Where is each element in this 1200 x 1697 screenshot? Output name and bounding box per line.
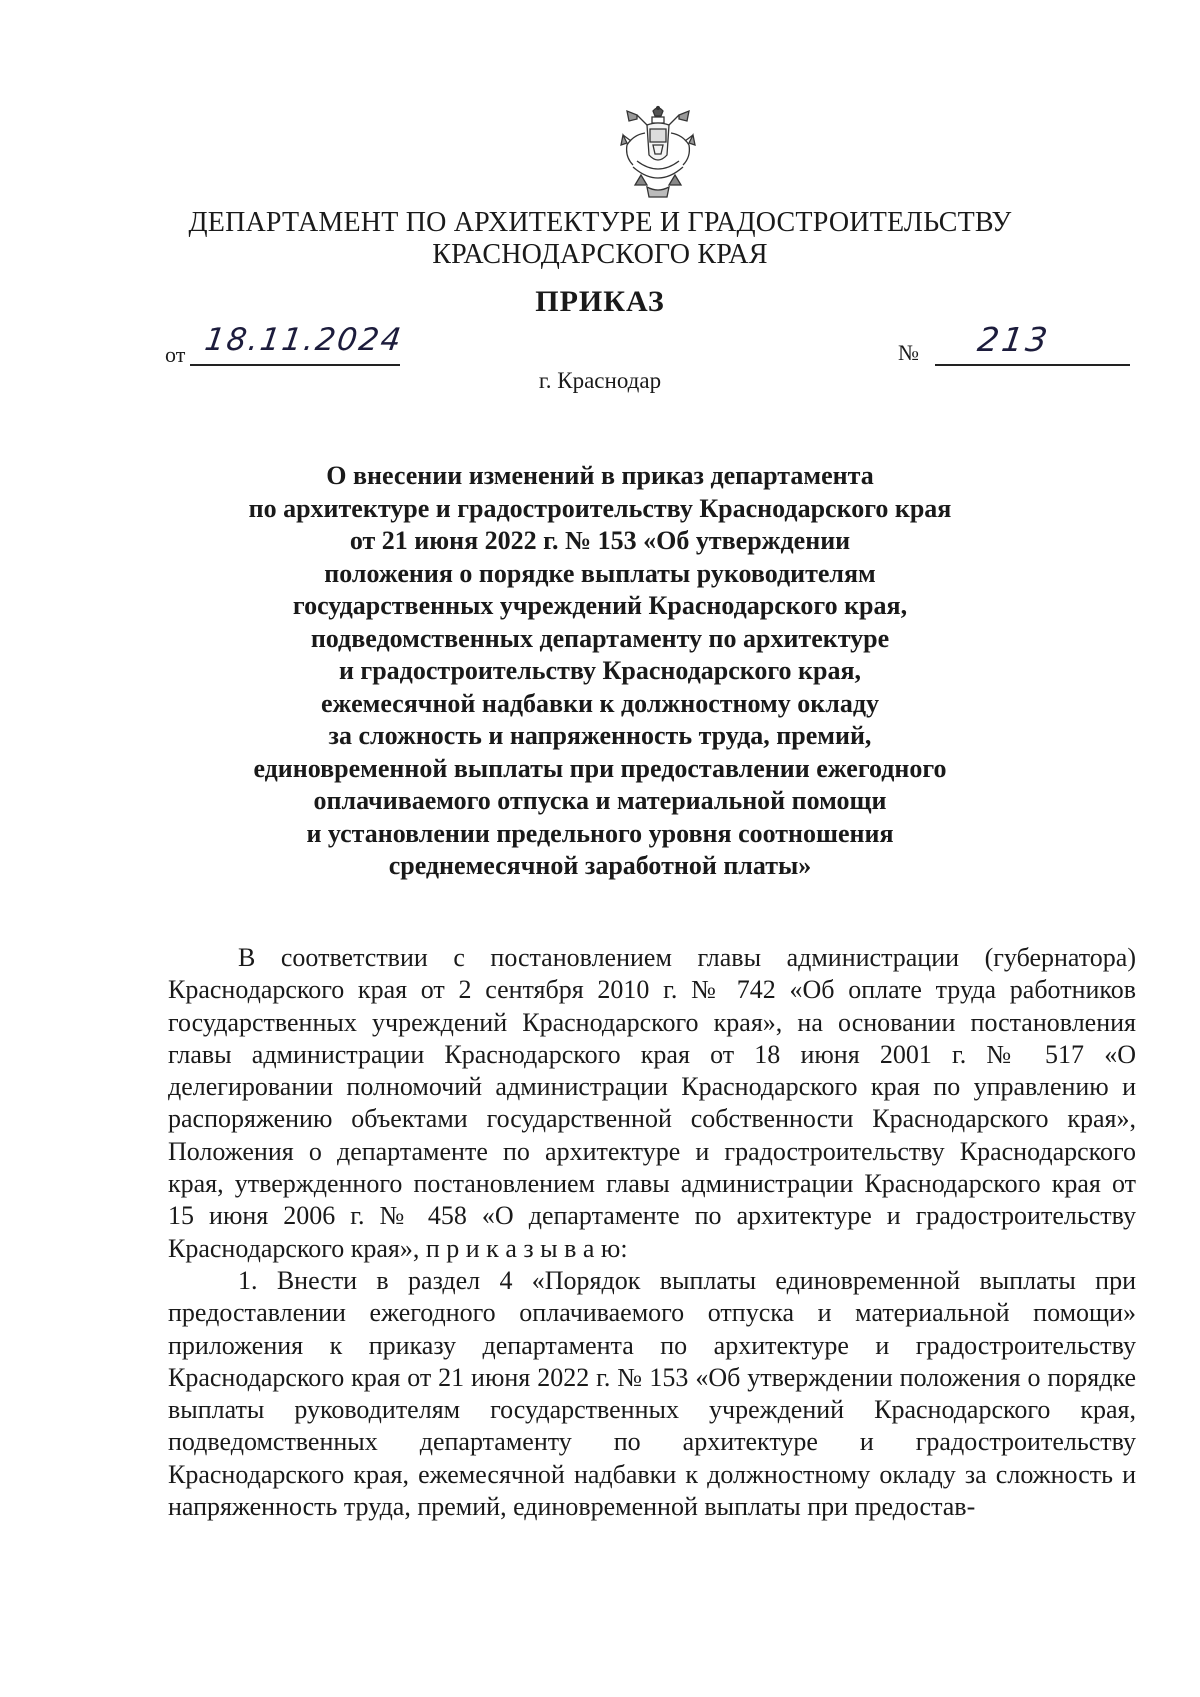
number-underline bbox=[935, 364, 1130, 366]
subject-line: оплачиваемого отпуска и материальной помощи bbox=[313, 786, 887, 815]
subject-line: единовременной выплаты при предоставлении ежегодного bbox=[253, 753, 947, 783]
subject-line: от 21 июня 2022 г. № 153 «Об утверждении bbox=[349, 526, 851, 555]
document-type-title: ПРИКАЗ bbox=[535, 285, 665, 318]
handwritten-date: 18.11.2024 bbox=[202, 322, 406, 358]
order-subject bbox=[0, 460, 1200, 883]
document-body bbox=[168, 942, 1136, 1523]
subject-line: среднемесячной заработной платы» bbox=[388, 851, 812, 880]
date-label: от bbox=[165, 342, 186, 367]
city-name: г. Краснодар bbox=[538, 368, 662, 393]
coat-of-arms-icon bbox=[617, 105, 699, 203]
subject-line: подведомственных департаменту по архитектуре bbox=[310, 623, 890, 653]
date-underline bbox=[190, 364, 400, 366]
body-paragraph-preamble: В соответствии с постановлением главы администрации (губернатора) Краснодарского края от 2 сентября 2010 г. № 742 «Об оплате труда работников государственных учреждений Краснодарского края», на основании постановления главы администрации Краснодарского края от 18 июня 2001 г. № 517 «О делегировании полномочий администрации Краснодарского края по управлению и распоряжению объектами государственной собственности Краснодарского края», Положения о департаменте по архитектуре и градостроительству Краснодарского края, утвержденного постановлением главы администрации Краснодарского края от 15 июня 2006 г. № 458 «О департаменте по архитектуре и градостроительству Краснодарского края», п р и к а з ы в а ю: bbox=[168, 943, 1136, 1263]
subject-line: государственных учреждений Краснодарского края, bbox=[292, 591, 908, 620]
handwritten-number: 213 bbox=[975, 320, 1053, 359]
number-label: № bbox=[898, 340, 919, 365]
subject-line: О внесении изменений в приказ департамента bbox=[326, 461, 874, 490]
body-paragraph-item-1: 1. Внести в раздел 4 «Порядок выплаты единовременной выплаты при предоставлении ежегодного оплачиваемого отпуска и материальной помощи» приложения к приказу департамента по архитектуре и градостроительству Краснодарского края от 21 июня 2022 г. № 153 «Об утверждении положения о порядке выплаты руководителям государственных учреждений Краснодарского края, подведомственных департаменту по архитектуре и градостроительству Краснодарского края, ежемесячной надбавки к должностному окладу за сложность и напряженность труда, премий, единовременной выплаты при предостав- bbox=[168, 1265, 1136, 1522]
department-name-line1: ДЕПАРТАМЕНТ ПО АРХИТЕКТУРЕ И ГРАДОСТРОИТЕЛЬСТВУ bbox=[188, 207, 1012, 238]
department-name-line2: КРАСНОДАРСКОГО КРАЯ bbox=[432, 239, 768, 270]
subject-line: за сложность и напряженность труда, премий, bbox=[328, 721, 872, 750]
subject-line: ежемесячной надбавки к должностному окладу bbox=[321, 688, 879, 718]
subject-line: и градостроительству Краснодарского края, bbox=[338, 656, 862, 685]
subject-line: положения о порядке выплаты руководителям bbox=[324, 558, 876, 588]
subject-line: и установлении предельного уровня соотношения bbox=[306, 818, 894, 848]
subject-line: по архитектуре и градостроительству Краснодарского края bbox=[248, 493, 952, 523]
